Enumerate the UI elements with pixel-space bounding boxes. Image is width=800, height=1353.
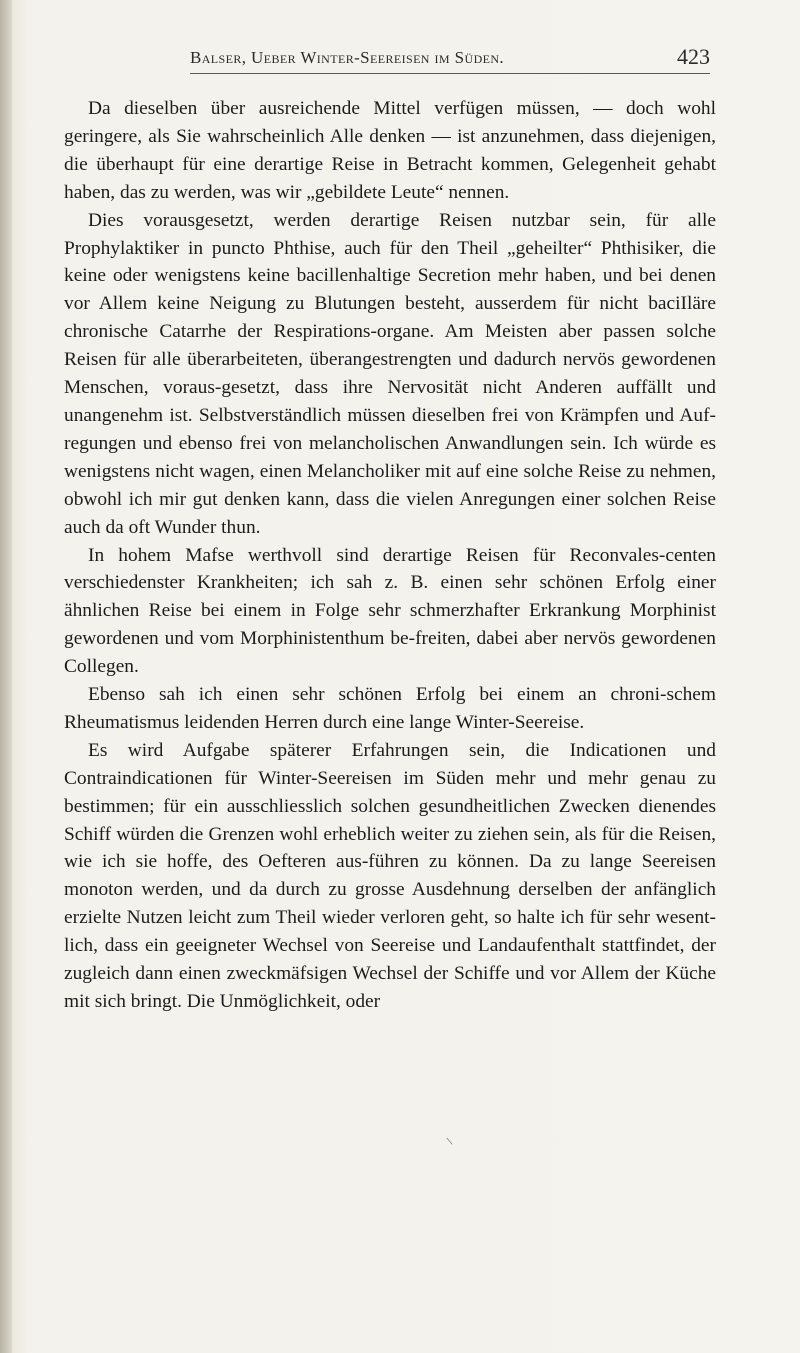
header-rule [190,73,710,74]
page-number: 423 [677,44,710,69]
paragraph: Dies vorausgesetzt, werden derartige Reisen nutzbar sein, für alle Prophylaktiker in puncto Phthise, auch für den Theil „geheilter“ Phthisiker, die keine oder wenigstens keine bacillenhaltige Secretion mehr haben, und bei denen vor Allem keine Neigung zu Blutungen besteht, ausserdem für nicht baciIläre chronische Catarrhe der Respirations-organe. Am Meisten aber passen solche Reisen für alle überarbeiteten, überangestrengten und dadurch nervös gewordenen Menschen, voraus-gesetzt, dass ihre Nervosität nicht Anderen auffällt und unangenehm ist. Selbstverständlich müssen dieselben frei von Krämpfen und Auf-regungen und ebenso frei von melancholischen Anwandlungen sein. Ich würde es wenigstens nicht wagen, einen Melancholiker mit auf eine solche Reise zu nehmen, obwohl ich mir gut denken kann, dass die vielen Anregungen einer solchen Reise auch da oft Wunder thun. [64,209,716,538]
running-title: Balser, Ueber Winter-Seereisen im Süden. [190,48,505,67]
paragraph: Da dieselben über ausreichende Mittel verfügen müssen, — doch wohl geringere, als Sie wahrscheinlich Alle denken — ist anzunehmen, dass diejenigen, die überhaupt für eine derartige Reise in Betracht kommen, Gelegenheit gehabt haben, das zu werden, was wir „gebildete Leute“ nennen. [64,98,716,203]
body-text [64,95,716,1016]
page-header [190,44,710,76]
book-spine-shadow [0,0,12,1353]
paragraph: Ebenso sah ich einen sehr schönen Erfolg bei einem an chroni-schem Rheumatismus leidenden Herren durch eine lange Winter-Seereise. [64,684,716,733]
stray-mark: \ [445,1133,454,1149]
paragraph: In hohem Mafse werthvoll sind derartige Reisen für Reconvales-centen verschiedenster Krankheiten; ich sah z. B. einen sehr schönen Erfolg einer ähnlichen Reise bei einem in Folge sehr schmerzhafter Erkrankung Morphinist gewordenen und vom Morphinistenthum be-freiten, dabei aber nervös gewordenen Collegen. [64,544,716,678]
paragraph: Es wird Aufgabe späterer Erfahrungen sein, die Indicationen und Contraindicationen für Winter-Seereisen im Süden mehr und mehr genau zu bestimmen; für ein ausschliesslich solchen gesundheitlichen Zwecken dienendes Schiff würden die Grenzen wohl erheblich weiter zu ziehen sein, als für die Reisen, wie ich sie hoffe, des Oefteren aus-führen zu können. Da zu lange Seereisen monoton werden, und da durch zu grosse Ausdehnung derselben der anfänglich erzielte Nutzen leicht zum Theil wieder verloren geht, so halte ich für sehr wesent-lich, dass ein geeigneter Wechsel von Seereise und Landaufenthalt stattfindet, der zugleich dann einen zweckmäfsigen Wechsel der Schiffe und vor Allem der Küche mit sich bringt. Die Unmöglichkeit, oder [64,739,716,1012]
